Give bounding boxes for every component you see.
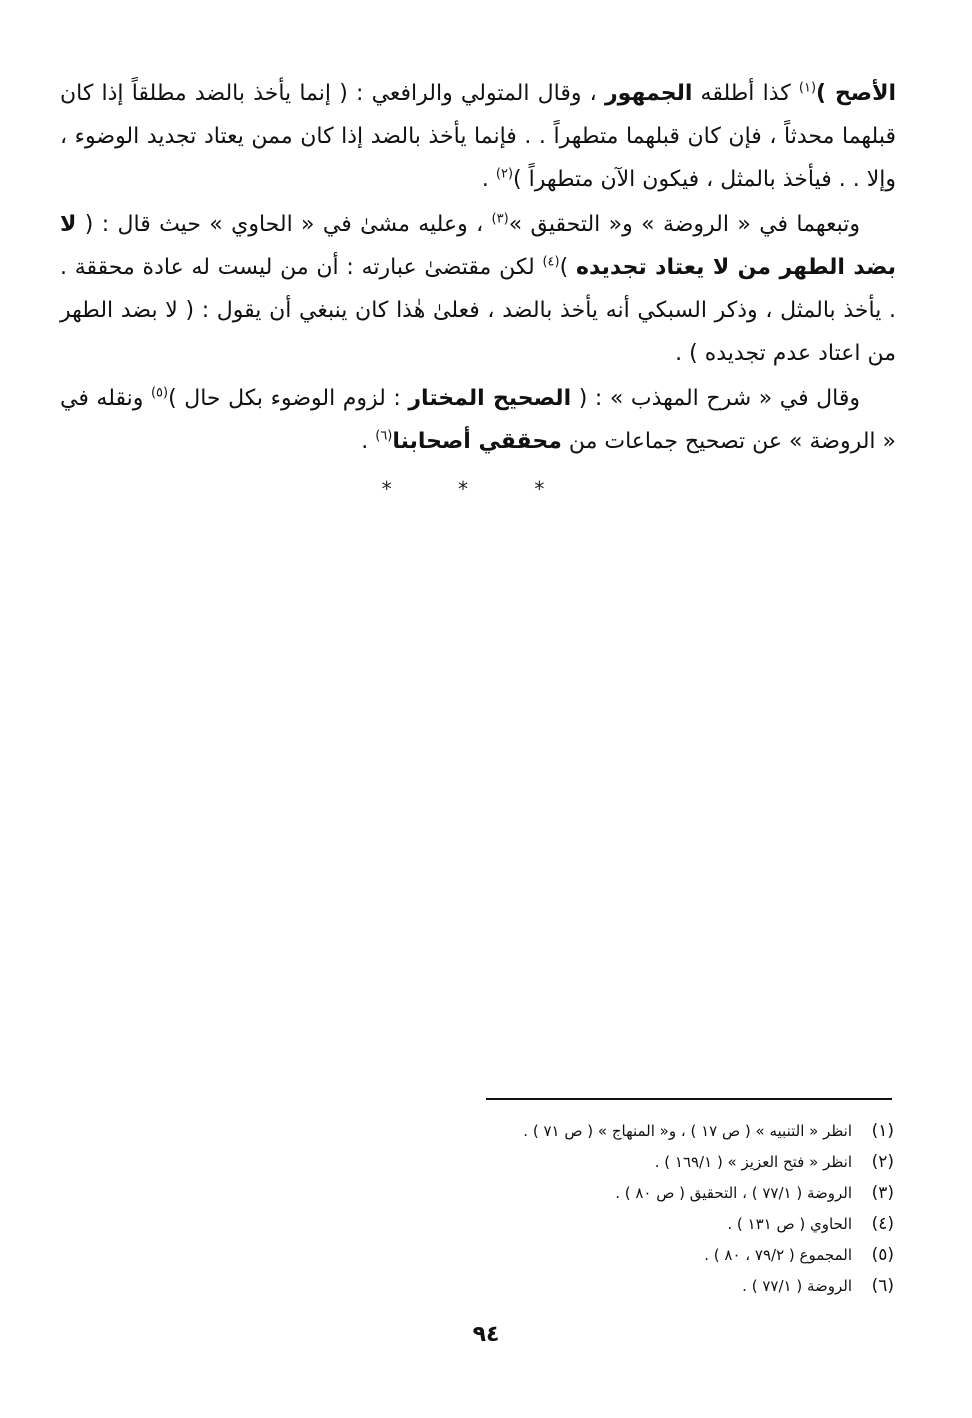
- footnote-text: الحاوي ( ص ١٣١ ) .: [727, 1215, 852, 1233]
- bold-term: الجمهور: [604, 81, 693, 106]
- footnote-number: (٥): [871, 1245, 894, 1265]
- text-run: كذا أطلقه: [692, 81, 799, 106]
- footnote-text: المجموع ( ٧٩/٢ ، ٨٠ ) .: [704, 1246, 852, 1264]
- main-text: [60, 72, 896, 501]
- paragraph-1: [60, 72, 896, 201]
- footnote-number: (١): [871, 1121, 894, 1141]
- footnote-text: الروضة ( ٧٧/١ ) ، التحقيق ( ص ٨٠ ) .: [615, 1184, 852, 1202]
- footnote-item: [300, 1116, 894, 1147]
- footnote-item: [300, 1271, 894, 1302]
- footnote-number: (٢): [871, 1152, 894, 1172]
- footnotes: [300, 1116, 894, 1302]
- text-run: .: [481, 167, 496, 192]
- footnote-text: الروضة ( ٧٧/١ ) .: [742, 1277, 852, 1295]
- footnote-ref: (٥): [150, 385, 169, 401]
- text-run: .: [361, 429, 376, 454]
- footnote-number: (٣): [871, 1183, 894, 1203]
- footnote-number: (٤): [871, 1214, 894, 1234]
- bold-term: محققي أصحابنا: [392, 429, 562, 454]
- section-separator: * * *: [381, 477, 575, 501]
- footnote-item: [300, 1178, 894, 1209]
- text-run: ، وعليه مشىٰ في « الحاوي » حيث قال : (: [76, 212, 492, 237]
- bold-term: لا بضد الطهر من لا يعتاد تجديده: [60, 212, 897, 280]
- footnote-ref: (٤): [542, 254, 560, 270]
- text-run: وتبعهما في « الروضة » و« التحقيق »: [508, 212, 860, 237]
- footnote-text: انظر « فتح العزيز » ( ١٦٩/١ ) .: [654, 1153, 852, 1171]
- footnote-divider: [486, 1098, 892, 1100]
- paragraph-3: [60, 377, 896, 463]
- footnote-number: (٦): [871, 1276, 894, 1296]
- footnote-ref: (٣): [491, 211, 509, 227]
- footnote-ref: (١): [798, 80, 817, 96]
- footnote-ref: (٦): [375, 428, 393, 444]
- text-run: لكن مقتضىٰ عبارته : أن من ليست له عادة محققة . . يأخذ بالمثل ، وذكر السبكي أنه يأخذ بالضد ، فعلىٰ هٰذا كان ينبغي أن يقول : ( لا بضد الطهر من اعتاد عدم تجديده ) .: [60, 255, 896, 366]
- text-run: ، وقال المتولي والرافعي : ( إنما يأخذ بالضد مطلقاً إذا كان قبلهما محدثاً ، فإن كان قبلهما متطهراً . . فإنما يأخذ بالضد إذا كان ممن يعتاد تجديد الوضوء ، وإلا . . فيأخذ بالمثل ، فيكون الآن متطهراً ): [60, 81, 896, 192]
- footnote-item: [300, 1147, 894, 1178]
- text-run: : لزوم الوضوء بكل حال ): [168, 386, 409, 411]
- page-number: ٩٤: [472, 1322, 500, 1347]
- bold-term: الأصح ): [816, 81, 896, 106]
- footnote-item: [300, 1209, 894, 1240]
- paragraph-2: [60, 203, 896, 375]
- bold-term: الصحيح المختار: [408, 386, 572, 411]
- footnote-ref: (٢): [495, 166, 514, 182]
- footnote-text: انظر « التنبيه » ( ص ١٧ ) ، و« المنهاج » ( ص ٧١ ) .: [523, 1122, 852, 1140]
- text-run: ونقله في « الروضة » عن تصحيح جماعات من: [60, 386, 896, 454]
- footnote-item: [300, 1240, 894, 1271]
- text-run: وقال في « شرح المهذب » : (: [571, 386, 860, 411]
- text-run: ): [559, 255, 576, 280]
